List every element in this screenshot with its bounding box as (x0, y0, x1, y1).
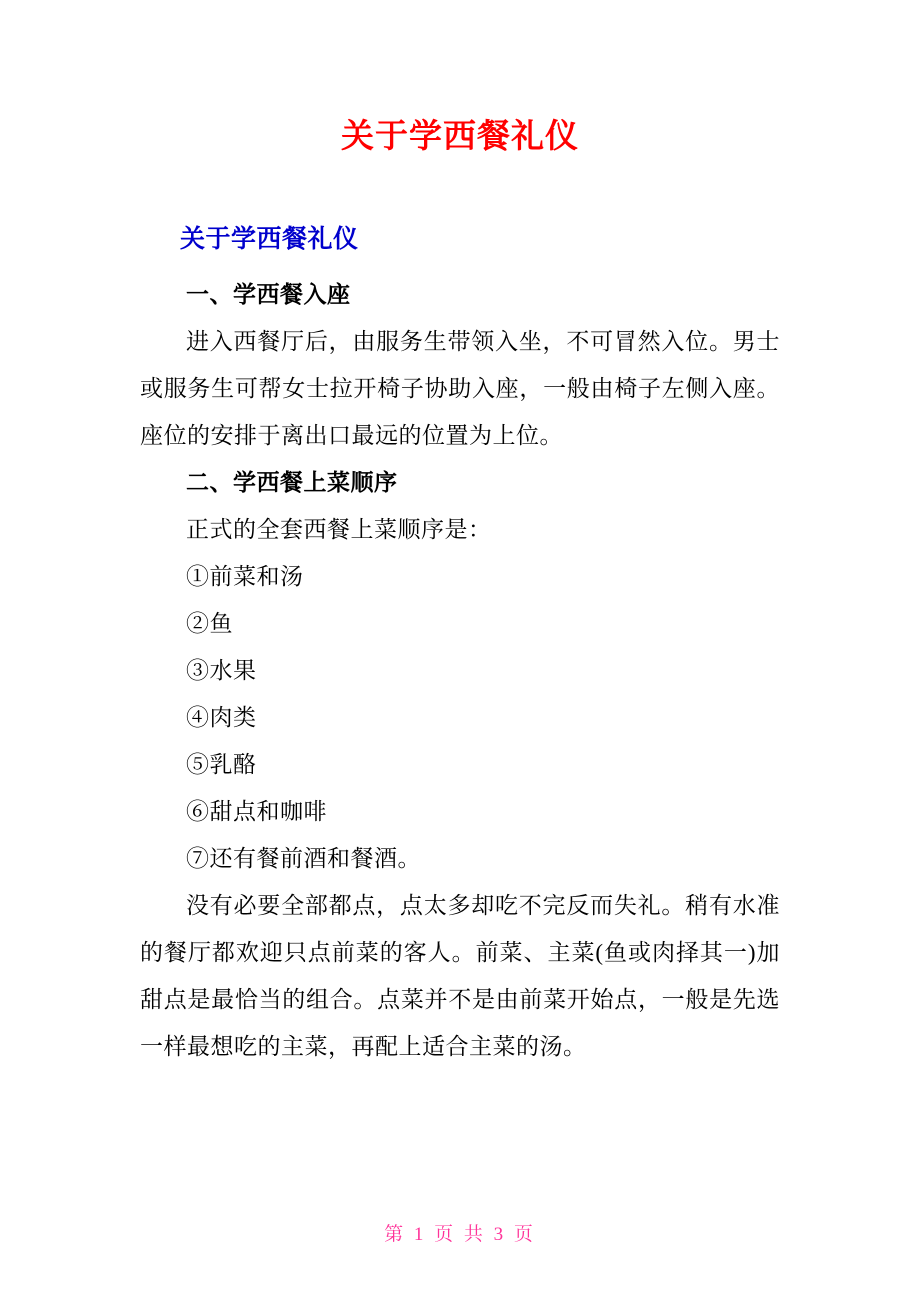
page-footer: 第 1 页 共 3 页 (384, 1224, 536, 1245)
list-item-2: ②鱼 (186, 611, 233, 636)
section-2-heading: 二、学西餐上菜顺序 (186, 470, 398, 495)
document-page (0, 116, 920, 1307)
section-2-intro: 正式的全套西餐上菜顺序是： (186, 517, 492, 542)
list-item-4: ④肉类 (186, 705, 257, 730)
section-2-paragraph: 没有必要全部都点，点太多却吃不完反而失礼。稍有水准的餐厅都欢迎只点前菜的客人。前菜、主菜(鱼或肉择其一)加甜点是最恰当的组合。点菜并不是由前菜开始点，一般是先选一样最想吃的主菜，再配上适合主菜的汤。 (140, 893, 780, 1059)
document-subtitle: 关于学西餐礼仪 (180, 225, 359, 253)
document-body (140, 271, 780, 1070)
section-1-paragraph: 进入西餐厅后，由服务生带领入坐，不可冒然入位。男士或服务生可帮女士拉开椅子协助入座，一般由椅子左侧入座。座位的安排于离出口最远的位置为上位。 (140, 329, 780, 448)
document-title: 关于学西餐礼仪 (341, 117, 579, 154)
list-item-3: ③水果 (186, 658, 257, 683)
list-item-7: ⑦还有餐前酒和餐酒。 (186, 846, 421, 871)
list-item-5: ⑤乳酪 (186, 752, 257, 777)
list-item-6: ⑥甜点和咖啡 (186, 799, 327, 824)
section-1-heading: 一、学西餐入座 (186, 282, 351, 307)
document-content (0, 219, 920, 1070)
list-item-1: ①前菜和汤 (186, 564, 304, 589)
